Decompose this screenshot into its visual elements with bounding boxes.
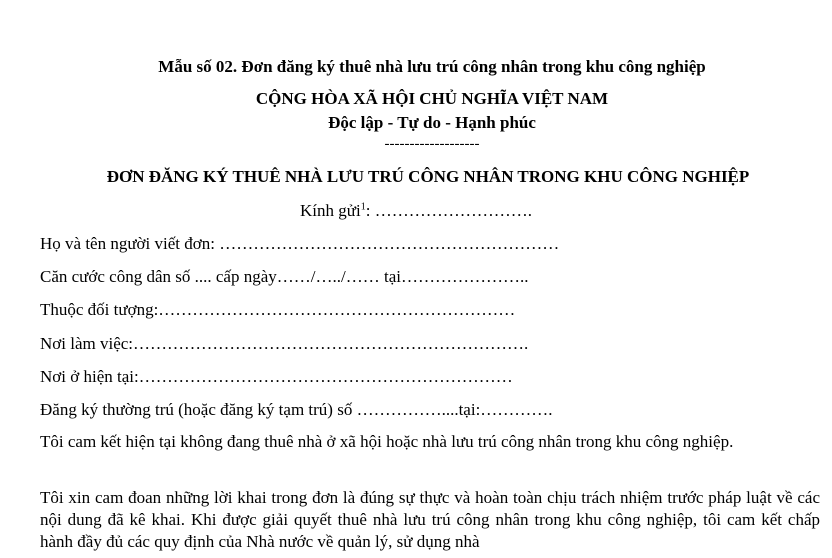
recipient-line: [0, 201, 832, 221]
recipient-blank: : ……………………….: [365, 201, 532, 220]
field-citizen-id: Căn cước công dân số .... cấp ngày……/…../…… tại…………………..: [40, 267, 529, 286]
commitment-paragraph: Tôi cam kết hiện tại không đang thuê nhà ở xã hội hoặc nhà lưu trú công nhân trong khu công nghiệp.: [40, 432, 734, 451]
field-workplace: Nơi làm việc:…………………………………………………………….: [40, 334, 529, 353]
national-title: CỘNG HÒA XÃ HỘI CHỦ NGHĨA VIỆT NAM: [255, 89, 609, 108]
field-full-name: Họ và tên người viết đơn: ……………………………………………………: [40, 234, 560, 253]
motto-divider: -------------------: [384, 136, 480, 152]
field-residence-registration: Đăng ký thường trú (hoặc đăng ký tạm trú) số ……………....tại:………….: [40, 400, 553, 419]
footnote-marker: 1: [360, 201, 366, 213]
declaration-paragraph: Tôi xin cam đoan những lời khai trong đơn là đúng sự thực và hoàn toàn chịu trách nhiệm trước pháp luật về các nội dung đã kê khai. Khi được giải quyết thuê nhà lưu trú công nhân trong khu công nghiệp, tôi cam kết chấp hành đầy đủ các quy định của Nhà nước về quản lý, sử dụng nhà: [40, 488, 820, 551]
form-number-title: Mẫu số 02. Đơn đăng ký thuê nhà lưu trú công nhân trong khu công nghiệp: [158, 57, 706, 76]
national-motto: Độc lập - Tự do - Hạnh phúc: [328, 113, 536, 132]
field-target-group: Thuộc đối tượng:………………………………………………………: [40, 300, 516, 319]
field-current-address: Nơi ở hiện tại:…………………………………………………………: [40, 367, 513, 386]
recipient-label: Kính gửi: [300, 201, 361, 220]
document-title: ĐƠN ĐĂNG KÝ THUÊ NHÀ LƯU TRÚ CÔNG NHÂN TRONG KHU CÔNG NGHIỆP: [106, 167, 750, 186]
